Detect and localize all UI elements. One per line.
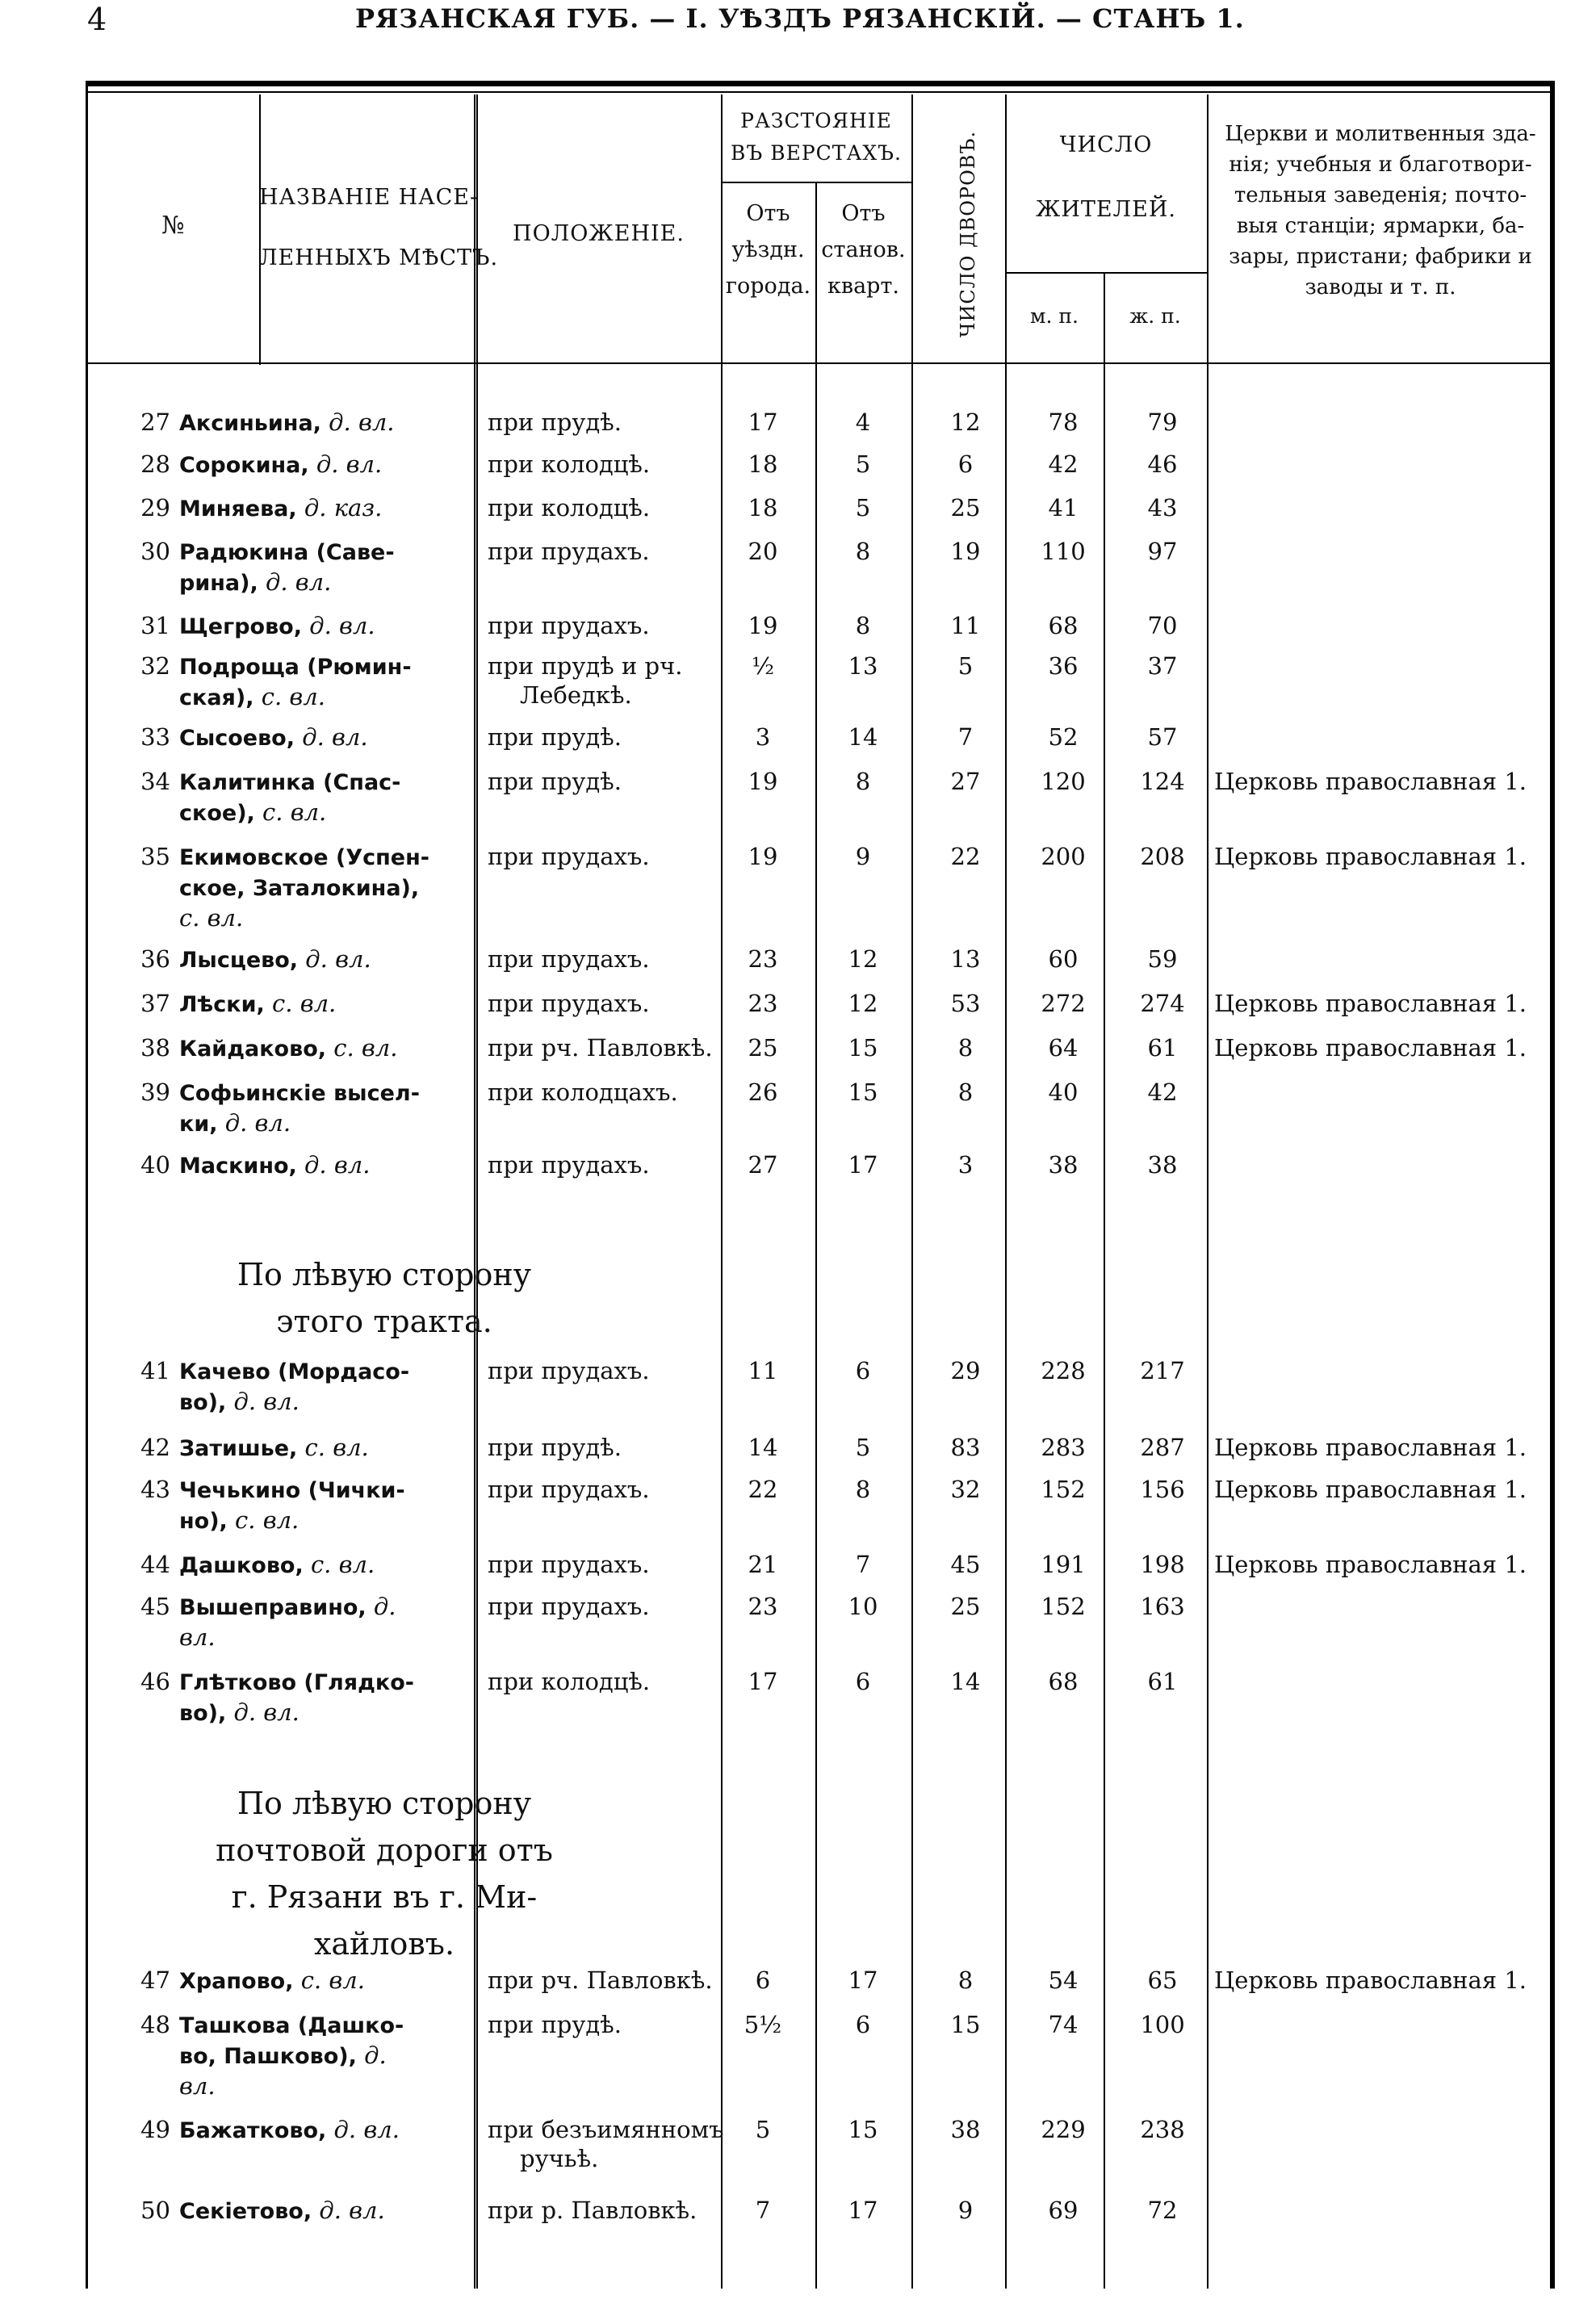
- position-cont: Лебедкѣ.: [520, 681, 632, 709]
- settlement-type: с. вл.: [310, 1551, 375, 1578]
- distance-station: 15: [848, 2116, 878, 2143]
- households: 25: [950, 1593, 981, 1620]
- distance-station: 5: [855, 1434, 871, 1461]
- row-number: 44: [140, 1551, 170, 1578]
- position: при р. Павловкѣ.: [488, 2197, 697, 2224]
- households: 83: [950, 1434, 981, 1461]
- place-name-cont: во),: [179, 1390, 227, 1415]
- institutions-note: Церковь православная 1.: [1214, 1966, 1527, 1994]
- males: 228: [1041, 1357, 1086, 1384]
- distance-district-town: 20: [748, 538, 778, 565]
- place-name-main: Кайдаково,: [179, 1037, 326, 1062]
- females: 70: [1147, 612, 1178, 639]
- distance-district-town: 22: [748, 1476, 778, 1503]
- males: 38: [1048, 1151, 1079, 1179]
- position: при прудахъ.: [488, 1593, 650, 1620]
- place-name-main: Затишье,: [179, 1436, 298, 1461]
- place-name-cont: ское, Заталокина),: [179, 876, 420, 901]
- place-name-main: Лѣски,: [179, 992, 265, 1017]
- females: 156: [1140, 1476, 1185, 1503]
- settlement-type: д. вл.: [309, 612, 375, 639]
- header-notes-5: зары, пристани; фабрики и: [1229, 245, 1532, 269]
- males: 68: [1048, 1668, 1079, 1695]
- position: при прудѣ.: [488, 2011, 622, 2038]
- position: при колодцѣ.: [488, 494, 651, 521]
- distance-station: 7: [855, 1551, 871, 1578]
- header-d1-1: Отъ: [746, 201, 790, 226]
- position: при прудахъ.: [488, 843, 650, 870]
- males: 110: [1041, 538, 1086, 565]
- institutions-note: Церковь православная 1.: [1214, 768, 1527, 795]
- row-number: 48: [140, 2011, 170, 2038]
- males: 120: [1041, 768, 1086, 795]
- header-d1-2: уѣздн.: [731, 237, 805, 262]
- distance-station: 8: [855, 538, 871, 565]
- row-number: 47: [140, 1966, 170, 1994]
- households: 6: [957, 450, 974, 478]
- header-pop-1: ЧИСЛО: [1059, 132, 1153, 157]
- institutions-note: Церковь православная 1.: [1214, 843, 1527, 870]
- households: 13: [950, 945, 981, 973]
- distance-station: 6: [855, 1357, 871, 1384]
- settlement-type: д.: [364, 2042, 387, 2069]
- distance-district-town: 5½: [744, 2011, 782, 2038]
- females: 37: [1147, 652, 1178, 680]
- distance-district-town: 23: [748, 990, 778, 1017]
- distance-district-town: 27: [748, 1151, 778, 1179]
- row-number: 40: [140, 1151, 170, 1179]
- households: 15: [950, 2011, 981, 2038]
- position: при прудахъ.: [488, 538, 650, 565]
- distance-station: 17: [848, 1151, 878, 1179]
- place-name-main: Лысцево,: [179, 948, 299, 973]
- distance-district-town: 17: [748, 1668, 778, 1695]
- females: 163: [1140, 1593, 1185, 1620]
- position: при прудахъ.: [488, 1151, 650, 1179]
- settlement-type-cont: вл.: [179, 1623, 216, 1651]
- settlement-type: с. вл.: [304, 1434, 369, 1461]
- position: при прудахъ.: [488, 945, 650, 973]
- males: 64: [1048, 1034, 1079, 1062]
- place-name-main: Екимовское (Успен-: [179, 845, 429, 870]
- settlement-type: д. каз.: [304, 494, 383, 521]
- males: 191: [1041, 1551, 1086, 1578]
- section-heading-1-line-2: этого тракта.: [276, 1304, 492, 1339]
- males: 69: [1048, 2197, 1079, 2224]
- place-name-main: Ташкова (Дашко-: [179, 2013, 404, 2038]
- males: 41: [1048, 494, 1079, 521]
- females: 217: [1140, 1357, 1185, 1384]
- header-position: ПОЛОЖЕНІЕ.: [513, 221, 685, 246]
- place-name-main: Секіетово,: [179, 2199, 312, 2224]
- place-name-main: Подроща (Рюмин-: [179, 655, 412, 680]
- settlement-type: с. вл.: [179, 904, 244, 932]
- households: 14: [950, 1668, 981, 1695]
- females: 46: [1147, 450, 1178, 478]
- distance-district-town: 23: [748, 945, 778, 973]
- position: при прудахъ.: [488, 990, 650, 1017]
- settlement-type: д.: [373, 1593, 396, 1620]
- distance-district-town: 5: [755, 2116, 771, 2143]
- settlement-type: д. вл.: [265, 568, 332, 596]
- distance-district-town: 11: [748, 1357, 778, 1384]
- row-number: 45: [140, 1593, 170, 1620]
- header-d1-3: города.: [725, 274, 811, 299]
- position: при колодцѣ.: [488, 450, 651, 478]
- settlement-type-cont: вл.: [179, 2072, 216, 2100]
- row-number: 42: [140, 1434, 170, 1461]
- place-name-cont: рина),: [179, 571, 258, 596]
- males: 152: [1041, 1476, 1086, 1503]
- households: 38: [950, 2116, 981, 2143]
- distance-station: 17: [848, 2197, 878, 2224]
- settlement-type: с. вл.: [333, 1034, 398, 1062]
- distance-district-town: 19: [748, 768, 778, 795]
- row-number: 46: [140, 1668, 170, 1695]
- males: 200: [1041, 843, 1086, 870]
- place-name-main: Калитинка (Спас-: [179, 770, 401, 795]
- place-name-main: Сорокина,: [179, 453, 309, 478]
- section-heading-2-line-2: почтовой дороги отъ: [216, 1832, 553, 1868]
- distance-station: 9: [855, 843, 871, 870]
- settlement-type: с. вл.: [235, 1506, 300, 1534]
- females: 208: [1140, 843, 1185, 870]
- females: 198: [1140, 1551, 1185, 1578]
- distance-district-town: 7: [755, 2197, 771, 2224]
- distance-station: 15: [848, 1034, 878, 1062]
- settlement-type: д. вл.: [302, 723, 368, 751]
- place-name-main: Сысоево,: [179, 726, 295, 751]
- households: 25: [950, 494, 981, 521]
- institutions-note: Церковь православная 1.: [1214, 1476, 1527, 1503]
- distance-district-town: 19: [748, 843, 778, 870]
- settlement-type: д. вл.: [233, 1698, 300, 1726]
- row-number: 36: [140, 945, 170, 973]
- place-name-main: Маскино,: [179, 1154, 297, 1179]
- distance-station: 8: [855, 1476, 871, 1503]
- institutions-note: Церковь православная 1.: [1214, 1551, 1527, 1578]
- households: 12: [950, 408, 981, 436]
- settlement-type: с. вл.: [262, 798, 327, 826]
- row-number: 43: [140, 1476, 170, 1503]
- position: при прудѣ.: [488, 1434, 622, 1461]
- males: 60: [1048, 945, 1079, 973]
- households: 9: [957, 2197, 974, 2224]
- header-notes-6: заводы и т. п.: [1305, 275, 1456, 299]
- females: 100: [1140, 2011, 1185, 2038]
- distance-district-town: 14: [748, 1434, 778, 1461]
- position: при прудѣ.: [488, 768, 622, 795]
- males: 283: [1041, 1434, 1086, 1461]
- position: при прудахъ.: [488, 1551, 650, 1578]
- row-number: 41: [140, 1357, 170, 1384]
- settlement-type: д. вл.: [319, 2197, 385, 2224]
- females: 274: [1140, 990, 1185, 1017]
- row-number: 28: [140, 450, 170, 478]
- row-number: 34: [140, 768, 170, 795]
- distance-district-town: 3: [755, 723, 771, 751]
- header-name-1: НАЗВАНІЕ НАСЕ-: [259, 185, 479, 210]
- section-heading-2-line-1: По лѣвую сторону: [237, 1786, 532, 1821]
- position: при колодцахъ.: [488, 1078, 678, 1106]
- row-number: 31: [140, 612, 170, 639]
- row-number: 50: [140, 2197, 170, 2224]
- males: 68: [1048, 612, 1079, 639]
- header-name-2: ЛЕННЫХЪ МѢСТЪ.: [259, 245, 499, 270]
- position: при безъимянномъ ручьѣ.: [488, 2116, 724, 2172]
- position: при прудѣ.: [488, 723, 622, 751]
- households: 8: [957, 1034, 974, 1062]
- distance-station: 10: [848, 1593, 878, 1620]
- settlement-type: с. вл.: [272, 990, 337, 1017]
- row-number: 33: [140, 723, 170, 751]
- place-name-main: Софьинскіе высел-: [179, 1081, 420, 1106]
- header-notes-2: нія; учебныя и благотвори-: [1229, 153, 1532, 177]
- females: 65: [1147, 1966, 1178, 1994]
- males: 229: [1041, 2116, 1086, 2143]
- females: 238: [1140, 2116, 1185, 2143]
- place-name-cont: ки,: [179, 1112, 218, 1137]
- distance-station: 13: [848, 652, 878, 680]
- households: 7: [957, 723, 974, 751]
- header-notes-1: Церкви и молитвенныя зда-: [1225, 122, 1536, 146]
- header-d2-1: Отъ: [841, 201, 886, 226]
- page-number: 4: [87, 2, 107, 37]
- place-name-cont: ское),: [179, 801, 255, 826]
- households: 11: [950, 612, 981, 639]
- position: при прудѣ и рч. Лебедкѣ.: [488, 652, 683, 709]
- place-name-main: Аксиньина,: [179, 411, 321, 436]
- settlement-type: д. вл.: [233, 1388, 300, 1415]
- place-name-main: Дашково,: [179, 1553, 304, 1578]
- place-name-cont: во),: [179, 1701, 227, 1726]
- institutions-note: Церковь православная 1.: [1214, 990, 1527, 1017]
- header-no: №: [161, 211, 186, 240]
- males: 36: [1048, 652, 1079, 680]
- place-name-cont: но),: [179, 1509, 228, 1534]
- distance-station: 5: [855, 494, 871, 521]
- males: 42: [1048, 450, 1079, 478]
- settlement-type: д. вл.: [304, 1151, 371, 1179]
- females: 42: [1147, 1078, 1178, 1106]
- households: 29: [950, 1357, 981, 1384]
- header-female: ж. п.: [1129, 304, 1181, 328]
- households: 45: [950, 1551, 981, 1578]
- distance-station: 8: [855, 612, 871, 639]
- row-number: 32: [140, 652, 170, 680]
- distance-station: 15: [848, 1078, 878, 1106]
- section-heading-2-line-3: г. Рязани въ г. Ми-: [231, 1879, 538, 1915]
- position: при рч. Павловкѣ.: [488, 1966, 713, 1994]
- distance-station: 12: [848, 945, 878, 973]
- households: 3: [957, 1151, 974, 1179]
- distance-district-town: ½: [751, 652, 775, 680]
- females: 287: [1140, 1434, 1185, 1461]
- distance-station: 6: [855, 2011, 871, 2038]
- distance-station: 12: [848, 990, 878, 1017]
- households: 8: [957, 1966, 974, 1994]
- header-distance-2: ВЪ ВЕРСТАХЪ.: [731, 141, 902, 165]
- institutions-note: Церковь православная 1.: [1214, 1034, 1527, 1062]
- settlement-type: с. вл.: [261, 683, 325, 710]
- header-pop-2: ЖИТЕЛЕЙ.: [1036, 197, 1176, 222]
- females: 57: [1147, 723, 1178, 751]
- row-number: 30: [140, 538, 170, 565]
- distance-station: 8: [855, 768, 871, 795]
- distance-station: 6: [855, 1668, 871, 1695]
- females: 72: [1147, 2197, 1178, 2224]
- header-d2-3: кварт.: [827, 274, 899, 299]
- row-number: 38: [140, 1034, 170, 1062]
- header-distance-1: РАЗСТОЯНІЕ: [740, 109, 892, 132]
- place-name-main: Бажатково,: [179, 2118, 327, 2143]
- distance-district-town: 17: [748, 408, 778, 436]
- females: 43: [1147, 494, 1178, 521]
- females: 59: [1147, 945, 1178, 973]
- settlement-type: д. вл.: [329, 408, 395, 436]
- distance-station: 14: [848, 723, 878, 751]
- place-name-main: Щегрово,: [179, 614, 302, 639]
- settlement-type: д. вл.: [305, 945, 371, 973]
- place-name-main: Чечькино (Чички-: [179, 1478, 405, 1503]
- position: при прудахъ.: [488, 1357, 650, 1384]
- institutions-note: Церковь православная 1.: [1214, 1434, 1527, 1461]
- row-number: 29: [140, 494, 170, 521]
- row-number: 37: [140, 990, 170, 1017]
- header-notes-4: выя станціи; ярмарки, ба-: [1236, 214, 1525, 238]
- position-cont: ручьѣ.: [520, 2145, 599, 2172]
- header-households: ЧИСЛО ДВОРОВЪ.: [957, 130, 979, 338]
- females: 124: [1140, 768, 1185, 795]
- males: 78: [1048, 408, 1079, 436]
- males: 54: [1048, 1966, 1079, 1994]
- row-number: 49: [140, 2116, 170, 2143]
- table-body: [86, 0, 1555, 2316]
- place-name-main: Вышеправино,: [179, 1595, 367, 1620]
- males: 272: [1041, 990, 1086, 1017]
- row-number: 35: [140, 843, 170, 870]
- males: 52: [1048, 723, 1079, 751]
- males: 74: [1048, 2011, 1079, 2038]
- place-name-cont: ская),: [179, 685, 254, 710]
- position: при прудѣ.: [488, 408, 622, 436]
- running-title: РЯЗАНСКАЯ ГУБ. — I. УѢЗДЪ РЯЗАНСКIЙ. — СТАНЪ 1.: [355, 3, 1245, 34]
- males: 40: [1048, 1078, 1079, 1106]
- distance-district-town: 23: [748, 1593, 778, 1620]
- place-name-main: Миняева,: [179, 496, 297, 521]
- males: 152: [1041, 1593, 1086, 1620]
- distance-district-town: 18: [748, 450, 778, 478]
- section-heading-2-line-4: хайловъ.: [313, 1926, 455, 1962]
- households: 22: [950, 843, 981, 870]
- settlement-type: д. вл.: [224, 1109, 291, 1137]
- place-name-main: Качево (Мордасо-: [179, 1359, 410, 1384]
- position: при колодцѣ.: [488, 1668, 651, 1695]
- header-d2-2: станов.: [821, 237, 906, 262]
- females: 61: [1147, 1668, 1178, 1695]
- place-name-main: Храпово,: [179, 1969, 294, 1994]
- households: 27: [950, 768, 981, 795]
- settlement-type: д. вл.: [333, 2116, 400, 2143]
- distance-district-town: 25: [748, 1034, 778, 1062]
- place-name-main: Глѣтково (Глядко-: [179, 1670, 414, 1695]
- settlement-type: д. вл.: [316, 450, 383, 478]
- females: 38: [1147, 1151, 1178, 1179]
- households: 8: [957, 1078, 974, 1106]
- females: 61: [1147, 1034, 1178, 1062]
- position: при рч. Павловкѣ.: [488, 1034, 713, 1062]
- females: 79: [1147, 408, 1178, 436]
- header-notes-3: тельныя заведенія; почто-: [1234, 183, 1527, 207]
- distance-district-town: 26: [748, 1078, 778, 1106]
- households: 32: [950, 1476, 981, 1503]
- settlement-type: с. вл.: [300, 1966, 365, 1994]
- households: 19: [950, 538, 981, 565]
- distance-district-town: 18: [748, 494, 778, 521]
- females: 97: [1147, 538, 1178, 565]
- header-male: м. п.: [1030, 304, 1079, 328]
- households: 5: [957, 652, 974, 680]
- row-number: 39: [140, 1078, 170, 1106]
- distance-station: 17: [848, 1966, 878, 1994]
- row-number: 27: [140, 408, 170, 436]
- distance-station: 4: [855, 408, 871, 436]
- position: при прудахъ.: [488, 612, 650, 639]
- section-heading-1-line-1: По лѣвую сторону: [237, 1257, 532, 1292]
- distance-district-town: 19: [748, 612, 778, 639]
- place-name-cont: во, Пашково),: [179, 2044, 357, 2069]
- distance-district-town: 6: [755, 1966, 771, 1994]
- distance-district-town: 21: [748, 1551, 778, 1578]
- households: 53: [950, 990, 981, 1017]
- place-name-main: Радюкина (Саве-: [179, 540, 395, 565]
- distance-station: 5: [855, 450, 871, 478]
- position: при прудахъ.: [488, 1476, 650, 1503]
